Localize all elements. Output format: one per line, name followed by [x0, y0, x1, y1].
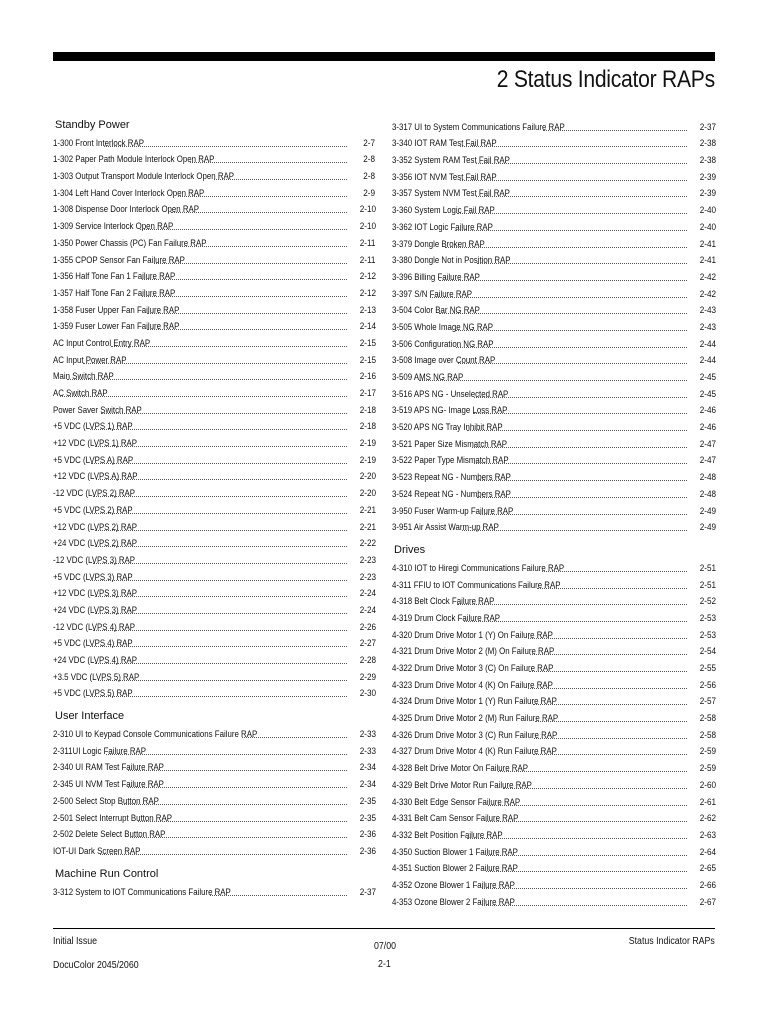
toc-entry-page: 2-38: [699, 155, 717, 167]
toc-entry-title: 3-524 Repeat NG - Numbers RAP: [392, 488, 511, 500]
toc-entry-title: 3-516 APS NG - Unselected RAP: [392, 388, 509, 400]
toc-entry-title: 3-522 Paper Type Mismatch RAP: [392, 455, 509, 467]
toc-entry[interactable]: [392, 607, 715, 624]
section-heading: Standby Power: [55, 119, 130, 131]
toc-entry-page: 2-45: [699, 372, 717, 383]
toc-entry-page: 2-20: [359, 471, 377, 483]
toc-entry[interactable]: [53, 299, 375, 316]
toc-entry[interactable]: [392, 283, 715, 300]
section-heading: Drives: [394, 544, 426, 557]
toc-entry-page: 2-18: [359, 404, 377, 416]
toc-entry[interactable]: [392, 774, 715, 791]
toc-entry-page: 2-36: [359, 845, 377, 857]
toc-entry-title: 4-324 Drum Drive Motor 1 (Y) Run Failure RAP: [392, 696, 557, 708]
toc-entry-title: 3-504 Color Bar NG RAP: [392, 305, 480, 317]
toc-entry-page: 2-18: [359, 421, 377, 433]
toc-entry-title: IOT-UI Dark Screen RAP: [53, 845, 141, 857]
toc-entry[interactable]: [392, 133, 715, 150]
toc-entry-title: 4-329 Belt Drive Motor Run Failure RAP: [392, 779, 532, 791]
toc-entry[interactable]: [53, 649, 375, 666]
toc-entry[interactable]: [392, 691, 715, 708]
toc-entry-title: 3-380 Dongle Not in Position RAP: [392, 255, 511, 267]
section-heading: User Interface: [55, 710, 125, 723]
toc-entry[interactable]: [53, 232, 375, 249]
toc-entry[interactable]: [53, 215, 375, 232]
toc-entry[interactable]: [392, 149, 715, 166]
toc-entry-page: 2-40: [699, 221, 717, 233]
toc-entry-page: 2-26: [359, 621, 377, 633]
toc-entry-title: 3-379 Dongle Broken RAP: [392, 238, 485, 250]
footer-page-number: 2-1: [378, 959, 391, 970]
toc-entry-page: 2-42: [699, 288, 717, 300]
toc-entry-title: 3-397 S/N Failure RAP: [392, 288, 473, 300]
toc-entry[interactable]: [392, 466, 715, 483]
toc-entry-page: 2-11: [359, 237, 376, 249]
toc-entry[interactable]: [53, 282, 375, 299]
toc-entry[interactable]: [53, 683, 375, 700]
toc-entry[interactable]: [392, 250, 715, 267]
toc-entry[interactable]: [53, 723, 375, 740]
toc-entry-title: 1-308 Dispense Door Interlock Open RAP: [53, 204, 200, 216]
toc-entry-title: 4-332 Belt Position Failure RAP: [392, 829, 503, 841]
toc-entry-title: 3-505 Whole Image NG RAP: [392, 321, 494, 333]
toc-entry-page: 2-40: [699, 205, 717, 217]
toc-entry-page: 2-12: [359, 271, 377, 283]
toc-entry[interactable]: [53, 633, 375, 650]
toc-entry-page: 2-19: [359, 438, 377, 450]
toc-entry[interactable]: [53, 566, 375, 583]
toc-entry-title: 2-310 UI to Keypad Console Communications Failure RAP: [53, 729, 258, 741]
toc-entry-title: 2-345 UI NVM Test Failure RAP: [53, 779, 164, 791]
toc-entry-title: 2-502 Delete Select Button RAP: [53, 829, 166, 841]
toc-entry-page: 2-23: [359, 571, 377, 583]
toc-entry-page: 2-27: [359, 638, 377, 650]
toc-entry-page: 2-51: [699, 562, 717, 574]
toc-entry-page: 2-17: [359, 388, 377, 399]
toc-entry-page: 2-21: [359, 504, 377, 516]
toc-entry-title: 3-312 System to IOT Communications Failure RAP: [53, 886, 231, 898]
toc-entry-title: +5 VDC (LVPS 4) RAP: [53, 638, 133, 650]
toc-entry-page: 2-45: [699, 388, 717, 400]
toc-entry-title: AC Switch RAP: [53, 388, 108, 399]
toc-entry-title: 3-506 Configuration NG RAP: [392, 338, 494, 350]
toc-entry-page: 2-53: [699, 612, 717, 624]
toc-entry-title: AC Input Control Entry RAP: [53, 337, 151, 349]
toc-entry[interactable]: [53, 316, 375, 333]
dot-leader: [242, 737, 347, 738]
toc-entry[interactable]: [53, 790, 375, 807]
toc-entry-title: 4-321 Drum Drive Motor 2 (M) On Failure RAP: [392, 646, 555, 658]
toc-entry-page: 2-51: [699, 579, 717, 591]
toc-entry-title: 3-519 APS NG- Image Loss RAP: [392, 405, 508, 417]
toc-entry[interactable]: [392, 841, 715, 858]
toc-entry-title: 1-350 Power Chassis (PC) Fan Failure RAP: [53, 237, 207, 249]
toc-entry-page: 2-65: [699, 863, 717, 875]
toc-entry-title: Main Switch RAP: [53, 371, 114, 383]
toc-entry[interactable]: [53, 740, 375, 757]
toc-entry[interactable]: [53, 432, 375, 449]
toc-entry[interactable]: [53, 599, 375, 616]
toc-entry-page: 2-28: [359, 655, 377, 666]
toc-entry-page: 2-61: [699, 796, 717, 808]
toc-entry[interactable]: [392, 824, 715, 841]
toc-entry[interactable]: [392, 741, 715, 758]
toc-entry-page: 2-37: [699, 121, 717, 133]
toc-entry-page: 2-19: [359, 454, 377, 466]
toc-entry-title: +5 VDC (LVPS A) RAP: [53, 454, 134, 466]
toc-entry-title: 3-509 AMS NG RAP: [392, 372, 464, 383]
toc-entry-page: 2-37: [359, 886, 377, 898]
toc-entry[interactable]: [53, 249, 375, 266]
toc-entry-title: 4-325 Drum Drive Motor 2 (M) Run Failure RAP: [392, 713, 559, 725]
toc-entry-page: 2-21: [359, 521, 377, 533]
toc-entry-title: 4-323 Drum Drive Motor 4 (K) On Failure RAP: [392, 679, 553, 691]
toc-entry-title: 4-320 Drum Drive Motor 1 (Y) On Failure RAP: [392, 629, 553, 641]
toc-entry-page: 2-49: [699, 522, 717, 534]
toc-entry-page: 2-52: [699, 596, 717, 608]
toc-entry-title: +5 VDC (LVPS 5) RAP: [53, 688, 133, 700]
toc-entry[interactable]: [392, 791, 715, 808]
toc-right-column: [392, 116, 715, 908]
toc-entry[interactable]: [53, 399, 375, 416]
footer-section-title: Status Indicator RAPs: [628, 936, 715, 947]
toc-entry[interactable]: [392, 199, 715, 216]
toc-entry[interactable]: [53, 332, 375, 349]
toc-entry-title: 3-520 APS NG Tray Inhibit RAP: [392, 422, 503, 434]
toc-entry-title: +12 VDC (LVPS 3) RAP: [53, 588, 138, 600]
toc-entry-page: 2-55: [699, 663, 717, 674]
toc-left-column: [53, 116, 375, 898]
toc-entry-page: 2-35: [359, 812, 377, 824]
toc-entry[interactable]: [53, 165, 375, 182]
toc-entry-page: 2-39: [699, 188, 717, 200]
toc-entry-page: 2-15: [359, 354, 377, 366]
toc-entry-page: 2-42: [699, 271, 717, 283]
toc-entry[interactable]: [392, 858, 715, 875]
toc-entry-title: 3-951 Air Assist Warm-up RAP: [392, 522, 499, 534]
section-heading: Machine Run Control: [55, 867, 159, 880]
toc-entry[interactable]: [53, 449, 375, 466]
toc-entry-title: 3-396 Billing Failure RAP: [392, 271, 480, 283]
toc-entry[interactable]: [53, 840, 375, 857]
toc-entry-title: 4-310 IOT to Hiregi Communications Failure RAP: [392, 562, 565, 574]
toc-entry-page: 2-49: [699, 505, 717, 517]
toc-entry[interactable]: [53, 616, 375, 633]
toc-entry-page: 2-46: [699, 422, 717, 434]
footer-product: DocuColor 2045/2060: [53, 960, 139, 971]
page-title: 2 Status Indicator RAPs: [496, 66, 715, 93]
toc-entry[interactable]: [392, 757, 715, 774]
toc-entry-title: -12 VDC (LVPS 2) RAP: [53, 488, 136, 500]
toc-entry-title: +12 VDC (LVPS A) RAP: [53, 471, 138, 483]
toc-entry-page: 2-47: [699, 438, 717, 450]
toc-entry-page: 2-62: [699, 813, 717, 825]
header-rule: [53, 52, 715, 61]
toc-entry-title: 1-303 Output Transport Module Interlock Open RAP: [53, 171, 235, 183]
toc-entry[interactable]: [392, 808, 715, 825]
toc-entry[interactable]: [53, 499, 375, 516]
toc-entry-title: Power Saver Switch RAP: [53, 404, 142, 416]
toc-entry-title: +5 VDC (LVPS 2) RAP: [53, 504, 133, 516]
toc-entry-page: 2-22: [359, 538, 377, 550]
footer-rule: [53, 928, 715, 929]
toc-entry-page: 2-38: [699, 138, 717, 150]
toc-entry[interactable]: [53, 382, 375, 399]
toc-entry-page: 2-58: [699, 729, 717, 741]
toc-entry-title: 4-351 Suction Blower 2 Failure RAP: [392, 863, 518, 875]
toc-entry-title: 1-309 Service Interlock Open RAP: [53, 221, 174, 233]
toc-entry-title: 2-500 Select Stop Button RAP: [53, 795, 159, 807]
toc-entry-page: 2-48: [699, 488, 717, 500]
toc-entry[interactable]: [53, 266, 375, 283]
toc-entry-title: +24 VDC (LVPS 4) RAP: [53, 655, 138, 666]
toc-entry[interactable]: [392, 316, 715, 333]
toc-entry[interactable]: [53, 199, 375, 216]
section-gap: [53, 699, 375, 707]
toc-entry-title: 3-523 Repeat NG - Numbers RAP: [392, 472, 511, 484]
toc-entry-title: 1-356 Half Tone Fan 1 Failure RAP: [53, 271, 176, 283]
toc-entry-page: 2-57: [699, 696, 717, 708]
toc-entry-title: -12 VDC (LVPS 4) RAP: [53, 621, 136, 633]
toc-entry-page: 2-64: [699, 846, 717, 858]
toc-entry-title: 4-326 Drum Drive Motor 3 (C) Run Failure RAP: [392, 729, 558, 741]
toc-entry-page: 2-13: [359, 304, 377, 316]
toc-entry-page: 2-41: [699, 238, 717, 250]
toc-entry[interactable]: [53, 466, 375, 483]
toc-entry-title: 2-340 UI RAM Test Failure RAP: [53, 762, 164, 774]
toc-entry-page: 2-43: [699, 321, 717, 333]
toc-entry-page: 2-23: [359, 554, 377, 566]
toc-entry[interactable]: [392, 116, 715, 133]
toc-entry-title: +24 VDC (LVPS 3) RAP: [53, 604, 138, 616]
toc-entry-page: 2-53: [699, 629, 717, 641]
toc-entry-page: 2-33: [359, 729, 377, 741]
toc-entry-title: 4-350 Suction Blower 1 Failure RAP: [392, 846, 518, 858]
toc-entry-title: 1-359 Fuser Lower Fan Failure RAP: [53, 321, 180, 333]
toc-entry[interactable]: [392, 724, 715, 741]
toc-entry-page: 2-44: [699, 338, 717, 350]
toc-entry-page: 2-60: [699, 779, 717, 791]
toc-entry[interactable]: [53, 807, 375, 824]
toc-entry[interactable]: [53, 132, 375, 149]
toc-entry[interactable]: [53, 349, 375, 366]
toc-entry-title: +5 VDC (LVPS 1) RAP: [53, 421, 133, 433]
toc-entry-title: 4-328 Belt Drive Motor On Failure RAP: [392, 763, 528, 775]
toc-entry-page: 2-39: [699, 171, 717, 183]
toc-entry-page: 2-24: [359, 588, 377, 600]
toc-entry[interactable]: [392, 450, 715, 467]
toc-entry[interactable]: [392, 433, 715, 450]
toc-entry-title: 1-355 CPOP Sensor Fan Failure RAP: [53, 254, 185, 266]
toc-entry-page: 2-8: [363, 154, 375, 166]
toc-entry-title: 1-300 Front Interlock RAP: [53, 137, 144, 149]
toc-entry-title: 3-362 IOT Logic Failure RAP: [392, 221, 493, 233]
toc-entry[interactable]: [53, 366, 375, 383]
toc-entry-title: 3-357 System NVM Test Fail RAP: [392, 188, 510, 200]
toc-entry-page: 2-10: [359, 204, 377, 216]
toc-entry-page: 2-9: [363, 187, 375, 199]
toc-entry[interactable]: [53, 881, 375, 898]
toc-entry-page: 2-35: [359, 795, 377, 807]
toc-entry-title: 1-304 Left Hand Cover Interlock Open RAP: [53, 187, 205, 199]
footer-date: 07/00: [374, 941, 397, 952]
footer-issue: Initial Issue: [53, 936, 98, 947]
toc-entry[interactable]: [392, 366, 715, 383]
toc-entry[interactable]: [392, 400, 715, 417]
toc-entry-page: 2-46: [699, 405, 717, 417]
toc-entry-title: 3-317 UI to System Communications Failure RAP: [392, 121, 565, 133]
toc-entry-title: 3-521 Paper Size Mismatch RAP: [392, 438, 507, 450]
toc-entry-title: +5 VDC (LVPS 3) RAP: [53, 571, 133, 583]
toc-entry-title: 4-352 Ozone Blower 1 Failure RAP: [392, 879, 515, 891]
toc-entry[interactable]: [53, 583, 375, 600]
toc-entry[interactable]: [53, 824, 375, 841]
toc-entry-title: 3-950 Fuser Warm-up Failure RAP: [392, 505, 514, 517]
toc-entry-page: 2-12: [359, 287, 377, 299]
toc-entry-page: 2-41: [699, 255, 717, 267]
toc-entry-title: +12 VDC (LVPS 2) RAP: [53, 521, 138, 533]
section-gap: [53, 857, 375, 865]
toc-entry-page: 2-29: [359, 671, 377, 683]
toc-entry[interactable]: [392, 333, 715, 350]
toc-entry[interactable]: [392, 350, 715, 367]
toc-entry[interactable]: [53, 482, 375, 499]
toc-entry-page: 2-58: [699, 713, 717, 725]
toc-entry-page: 2-59: [699, 746, 717, 758]
toc-entry[interactable]: [53, 549, 375, 566]
toc-entry[interactable]: [392, 266, 715, 283]
toc-entry[interactable]: [53, 666, 375, 683]
toc-entry[interactable]: [392, 591, 715, 608]
toc-entry-page: 2-10: [359, 221, 377, 233]
toc-entry-title: 3-340 IOT RAM Test Fail RAP: [392, 138, 497, 150]
toc-entry[interactable]: [392, 891, 715, 908]
toc-entry-title: 4-327 Drum Drive Motor 4 (K) Run Failure RAP: [392, 746, 557, 758]
toc-entry-title: 4-311 FFIU to IOT Communications Failure RAP: [392, 579, 561, 591]
toc-entry-page: 2-47: [699, 455, 717, 467]
toc-entry-title: +12 VDC (LVPS 1) RAP: [53, 438, 138, 450]
toc-entry-page: 2-54: [699, 646, 717, 658]
toc-entry-title: 4-331 Belt Cam Sensor Failure RAP: [392, 813, 519, 825]
toc-entry[interactable]: [53, 516, 375, 533]
toc-entry[interactable]: [392, 674, 715, 691]
toc-entry-page: 2-11: [359, 254, 376, 266]
toc-entry[interactable]: [392, 624, 715, 641]
toc-entry-page: 2-30: [359, 688, 377, 700]
toc-entry-page: 2-14: [359, 321, 377, 333]
toc-entry[interactable]: [392, 557, 715, 574]
toc-entry[interactable]: [392, 707, 715, 724]
toc-entry-page: 2-59: [699, 763, 717, 775]
toc-entry-title: 2-311UI Logic Failure RAP: [53, 745, 146, 757]
toc-entry[interactable]: [53, 182, 375, 199]
toc-entry[interactable]: [392, 416, 715, 433]
toc-entry[interactable]: [392, 641, 715, 658]
toc-entry[interactable]: [53, 416, 375, 433]
toc-entry-title: 4-353 Ozone Blower 2 Failure RAP: [392, 896, 515, 908]
toc-entry-title: 1-302 Paper Path Module Interlock Open RAP: [53, 154, 215, 166]
toc-entry[interactable]: [392, 874, 715, 891]
toc-entry[interactable]: [53, 757, 375, 774]
toc-entry-title: +24 VDC (LVPS 2) RAP: [53, 538, 138, 550]
toc-entry-page: 2-56: [699, 679, 717, 691]
toc-entry-page: 2-20: [359, 488, 377, 500]
toc-entry-page: 2-43: [699, 305, 717, 317]
toc-entry[interactable]: [392, 574, 715, 591]
toc-entry-page: 2-24: [359, 604, 377, 616]
toc-entry-title: 4-319 Drum Clock Failure RAP: [392, 612, 500, 624]
toc-entry-title: 3-352 System RAM Test Fail RAP: [392, 155, 510, 167]
toc-entry-title: +3.5 VDC (LVPS 5) RAP: [53, 671, 140, 683]
toc-entry-title: 1-358 Fuser Upper Fan Failure RAP: [53, 304, 180, 316]
toc-entry-page: 2-36: [359, 829, 377, 841]
section-gap: [392, 533, 715, 541]
toc-entry-title: 2-501 Select Interrupt Button RAP: [53, 812, 172, 824]
toc-entry[interactable]: [53, 149, 375, 166]
toc-entry[interactable]: [392, 183, 715, 200]
toc-entry-title: 3-508 Image over Count RAP: [392, 355, 496, 367]
toc-entry-page: 2-15: [359, 337, 377, 349]
toc-entry[interactable]: [392, 166, 715, 183]
toc-entry-page: 2-34: [359, 762, 377, 774]
toc-entry-page: 2-8: [363, 171, 375, 183]
toc-entry-title: 1-357 Half Tone Fan 2 Failure RAP: [53, 287, 176, 299]
toc-entry-page: 2-66: [699, 879, 717, 891]
toc-entry-title: 4-322 Drum Drive Motor 3 (C) On Failure RAP: [392, 663, 554, 674]
toc-entry-page: 2-44: [699, 355, 717, 367]
toc-entry-page: 2-48: [699, 472, 717, 484]
toc-entry-page: 2-34: [359, 779, 377, 791]
toc-entry-title: 4-330 Belt Edge Sensor Failure RAP: [392, 796, 521, 808]
toc-entry-title: 3-356 IOT NVM Test Fail RAP: [392, 171, 497, 183]
toc-entry[interactable]: [392, 517, 715, 534]
toc-entry-title: 4-318 Belt Clock Failure RAP: [392, 596, 495, 608]
toc-entry[interactable]: [392, 500, 715, 517]
toc-entry-title: 3-360 System Logic Fail RAP: [392, 205, 495, 217]
toc-entry[interactable]: [53, 773, 375, 790]
toc-entry-page: 2-7: [363, 137, 375, 149]
toc-entry[interactable]: [392, 383, 715, 400]
toc-entry-page: 2-16: [359, 371, 377, 383]
toc-entry-page: 2-33: [359, 745, 377, 757]
toc-entry[interactable]: [392, 300, 715, 317]
toc-entry[interactable]: [392, 483, 715, 500]
toc-entry[interactable]: [392, 216, 715, 233]
toc-entry[interactable]: [392, 233, 715, 250]
toc-entry-title: AC Input Power RAP: [53, 354, 127, 366]
toc-entry-title: -12 VDC (LVPS 3) RAP: [53, 554, 136, 566]
toc-entry-page: 2-67: [699, 896, 717, 908]
toc-entry-page: 2-63: [699, 829, 717, 841]
toc-entry[interactable]: [392, 657, 715, 674]
toc-entry[interactable]: [53, 533, 375, 550]
